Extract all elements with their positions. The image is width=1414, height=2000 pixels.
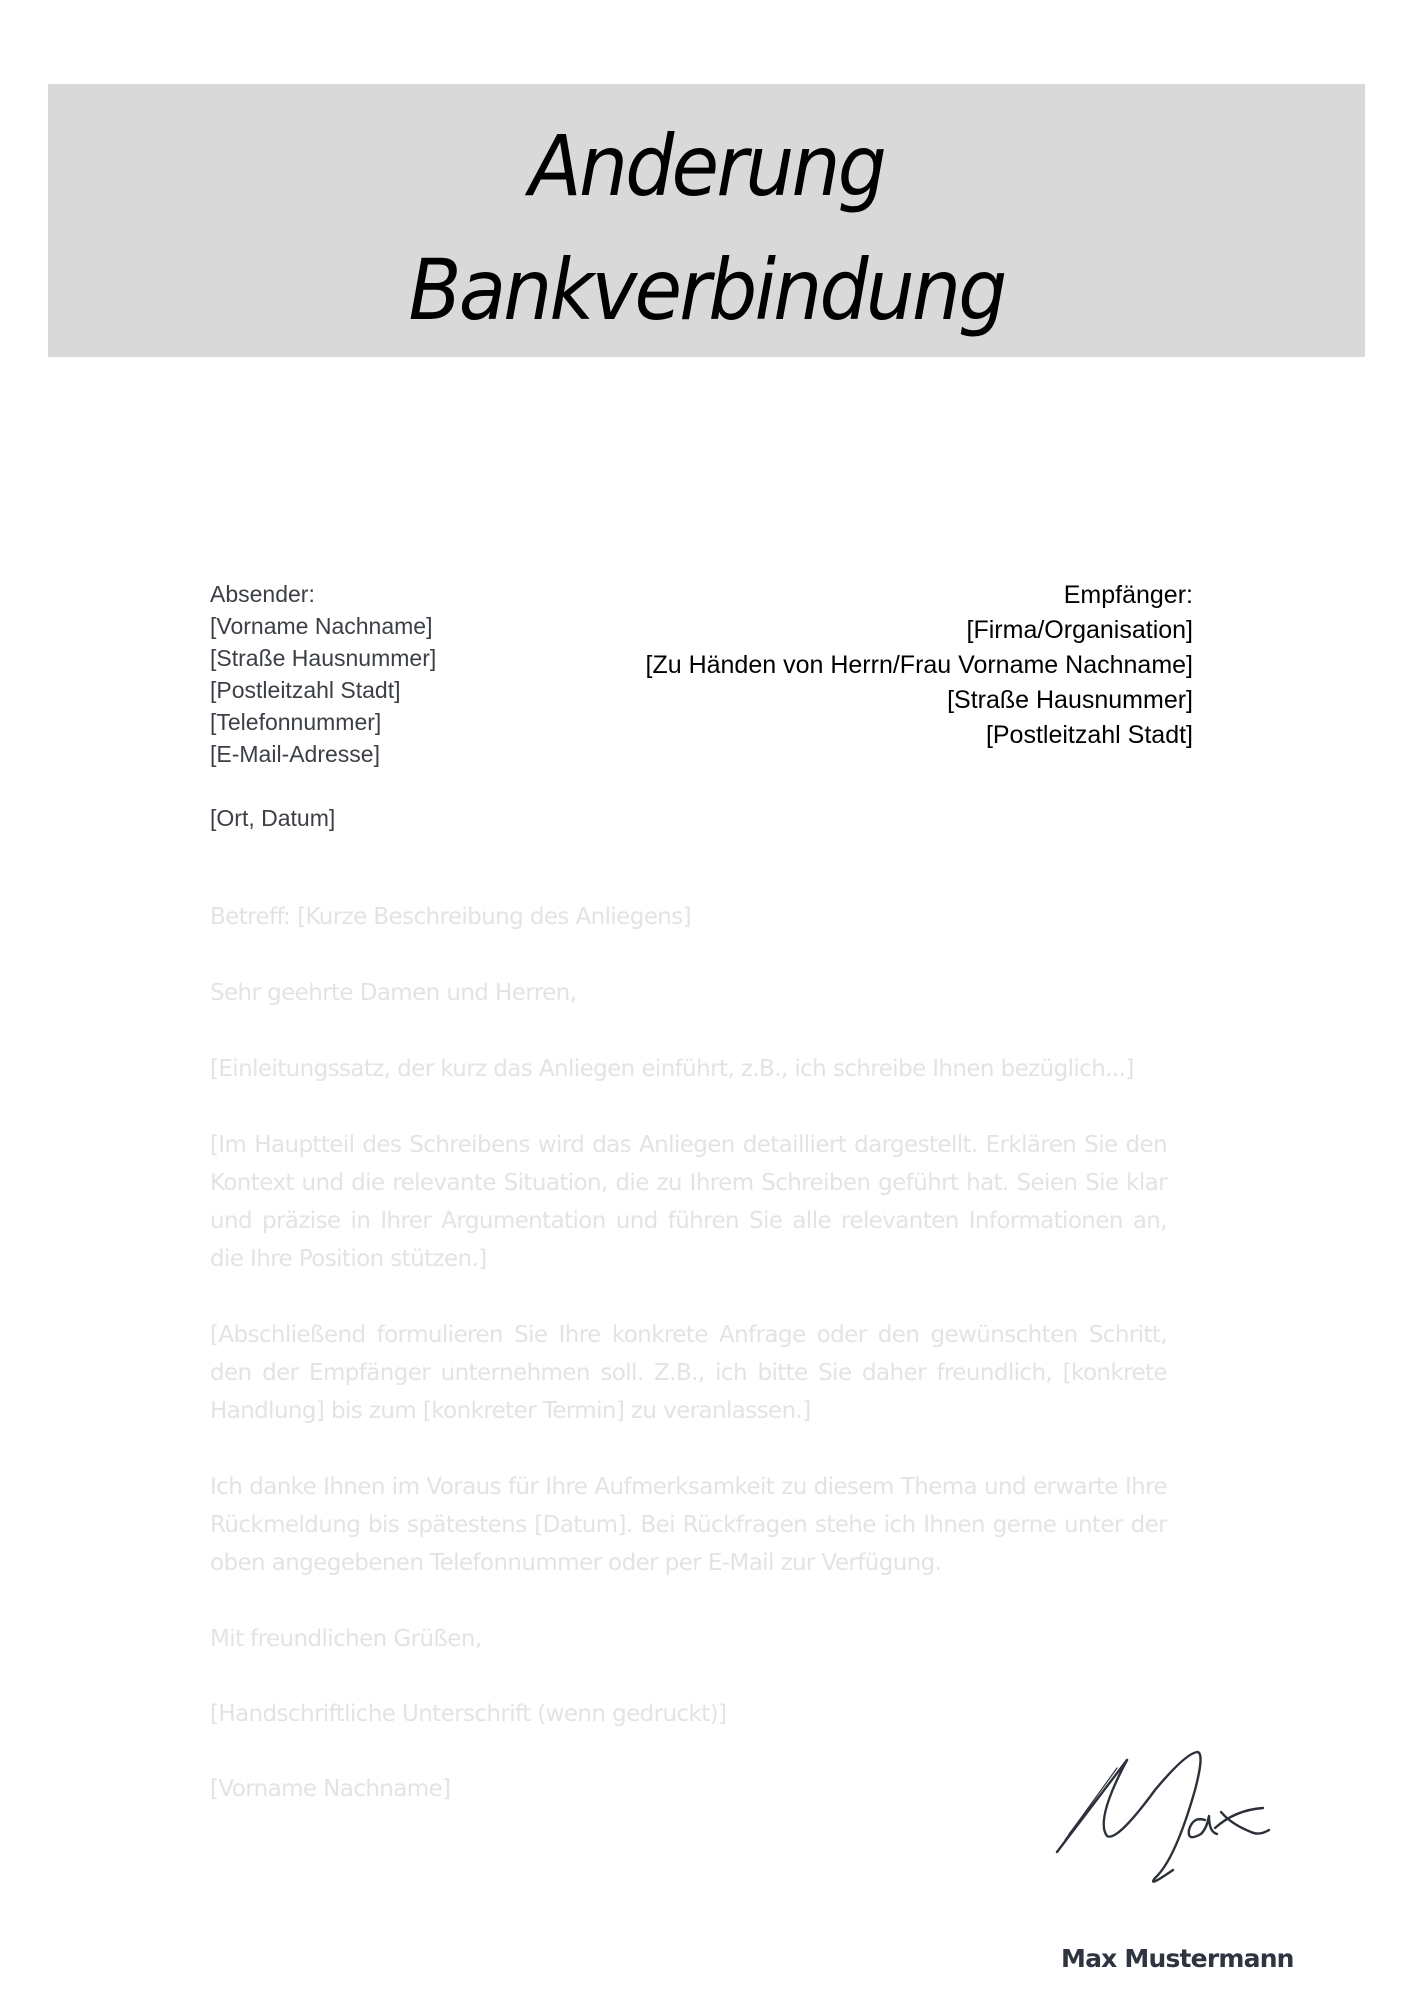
recipient-attention: [Zu Händen von Herrn/Frau Vorname Nachname] <box>645 651 1193 679</box>
sender-city: [Postleitzahl Stadt] <box>210 677 401 703</box>
sender-name: [Vorname Nachname] <box>210 613 433 639</box>
thanks-paragraph: Ich danke Ihnen im Voraus für Ihre Aufmerksamkeit zu diesem Thema und erwarte Ihre Rückmeldung bis spätestens [Datum]. Bei Rückfragen stehe ich Ihnen gerne unter der oben angegebenen Telefonnummer oder per E-Mail zur Verfügung. <box>210 1474 1167 1576</box>
title-line-1: Anderung <box>528 117 885 215</box>
recipient-block <box>646 578 1194 753</box>
subject-line: Betreff: [Kurze Beschreibung des Anliegens] <box>210 904 692 930</box>
signature-placeholder: [Handschriftliche Unterschrift (wenn gedruckt)] <box>210 1701 727 1727</box>
sender-phone: [Telefonnummer] <box>210 709 382 735</box>
recipient-label: Empfänger: <box>1063 581 1193 609</box>
name-placeholder: [Vorname Nachname] <box>210 1776 451 1802</box>
title-banner <box>48 84 1365 357</box>
handwritten-signature-icon <box>1055 1750 1275 1890</box>
sender-label: Absender: <box>210 581 315 607</box>
recipient-city: [Postleitzahl Stadt] <box>985 721 1193 749</box>
intro-paragraph: [Einleitungssatz, der kurz das Anliegen einführt, z.B., ich schreibe Ihnen bezüglich...] <box>210 1056 1134 1082</box>
signer-name: Max Mustermann <box>1061 1944 1294 1973</box>
recipient-company: [Firma/Organisation] <box>966 616 1193 644</box>
sender-email: [E-Mail-Adresse] <box>210 741 380 767</box>
request-paragraph: [Abschließend formulieren Sie Ihre konkrete Anfrage oder den gewünschten Schritt, den der Empfänger unternehmen soll. Z.B., ich bitte Sie daher freundlich, [konkrete Handlung] bis zum [konkreter Termin] zu veranlassen.] <box>210 1322 1167 1424</box>
sender-spacer <box>210 770 436 802</box>
closing-line: Mit freundlichen Grüßen, <box>210 1626 482 1652</box>
title-line-2: Bankverbindung <box>408 241 1005 339</box>
letter-body <box>210 898 1167 1846</box>
salutation: Sehr geehrte Damen und Herren, <box>210 980 577 1006</box>
sender-block <box>210 578 436 834</box>
place-date: [Ort, Datum] <box>210 805 336 831</box>
recipient-street: [Straße Hausnummer] <box>947 686 1193 714</box>
sender-street: [Straße Hausnummer] <box>210 645 437 671</box>
main-paragraph: [Im Hauptteil des Schreibens wird das Anliegen detailliert dargestellt. Erklären Sie den Kontext und die relevante Situation, die zu Ihrem Schreiben geführt hat. Seien Sie klar und präzise in Ihrer Argumentation und führen Sie alle relevanten Informationen an, die Ihre Position stützen.] <box>210 1132 1167 1272</box>
